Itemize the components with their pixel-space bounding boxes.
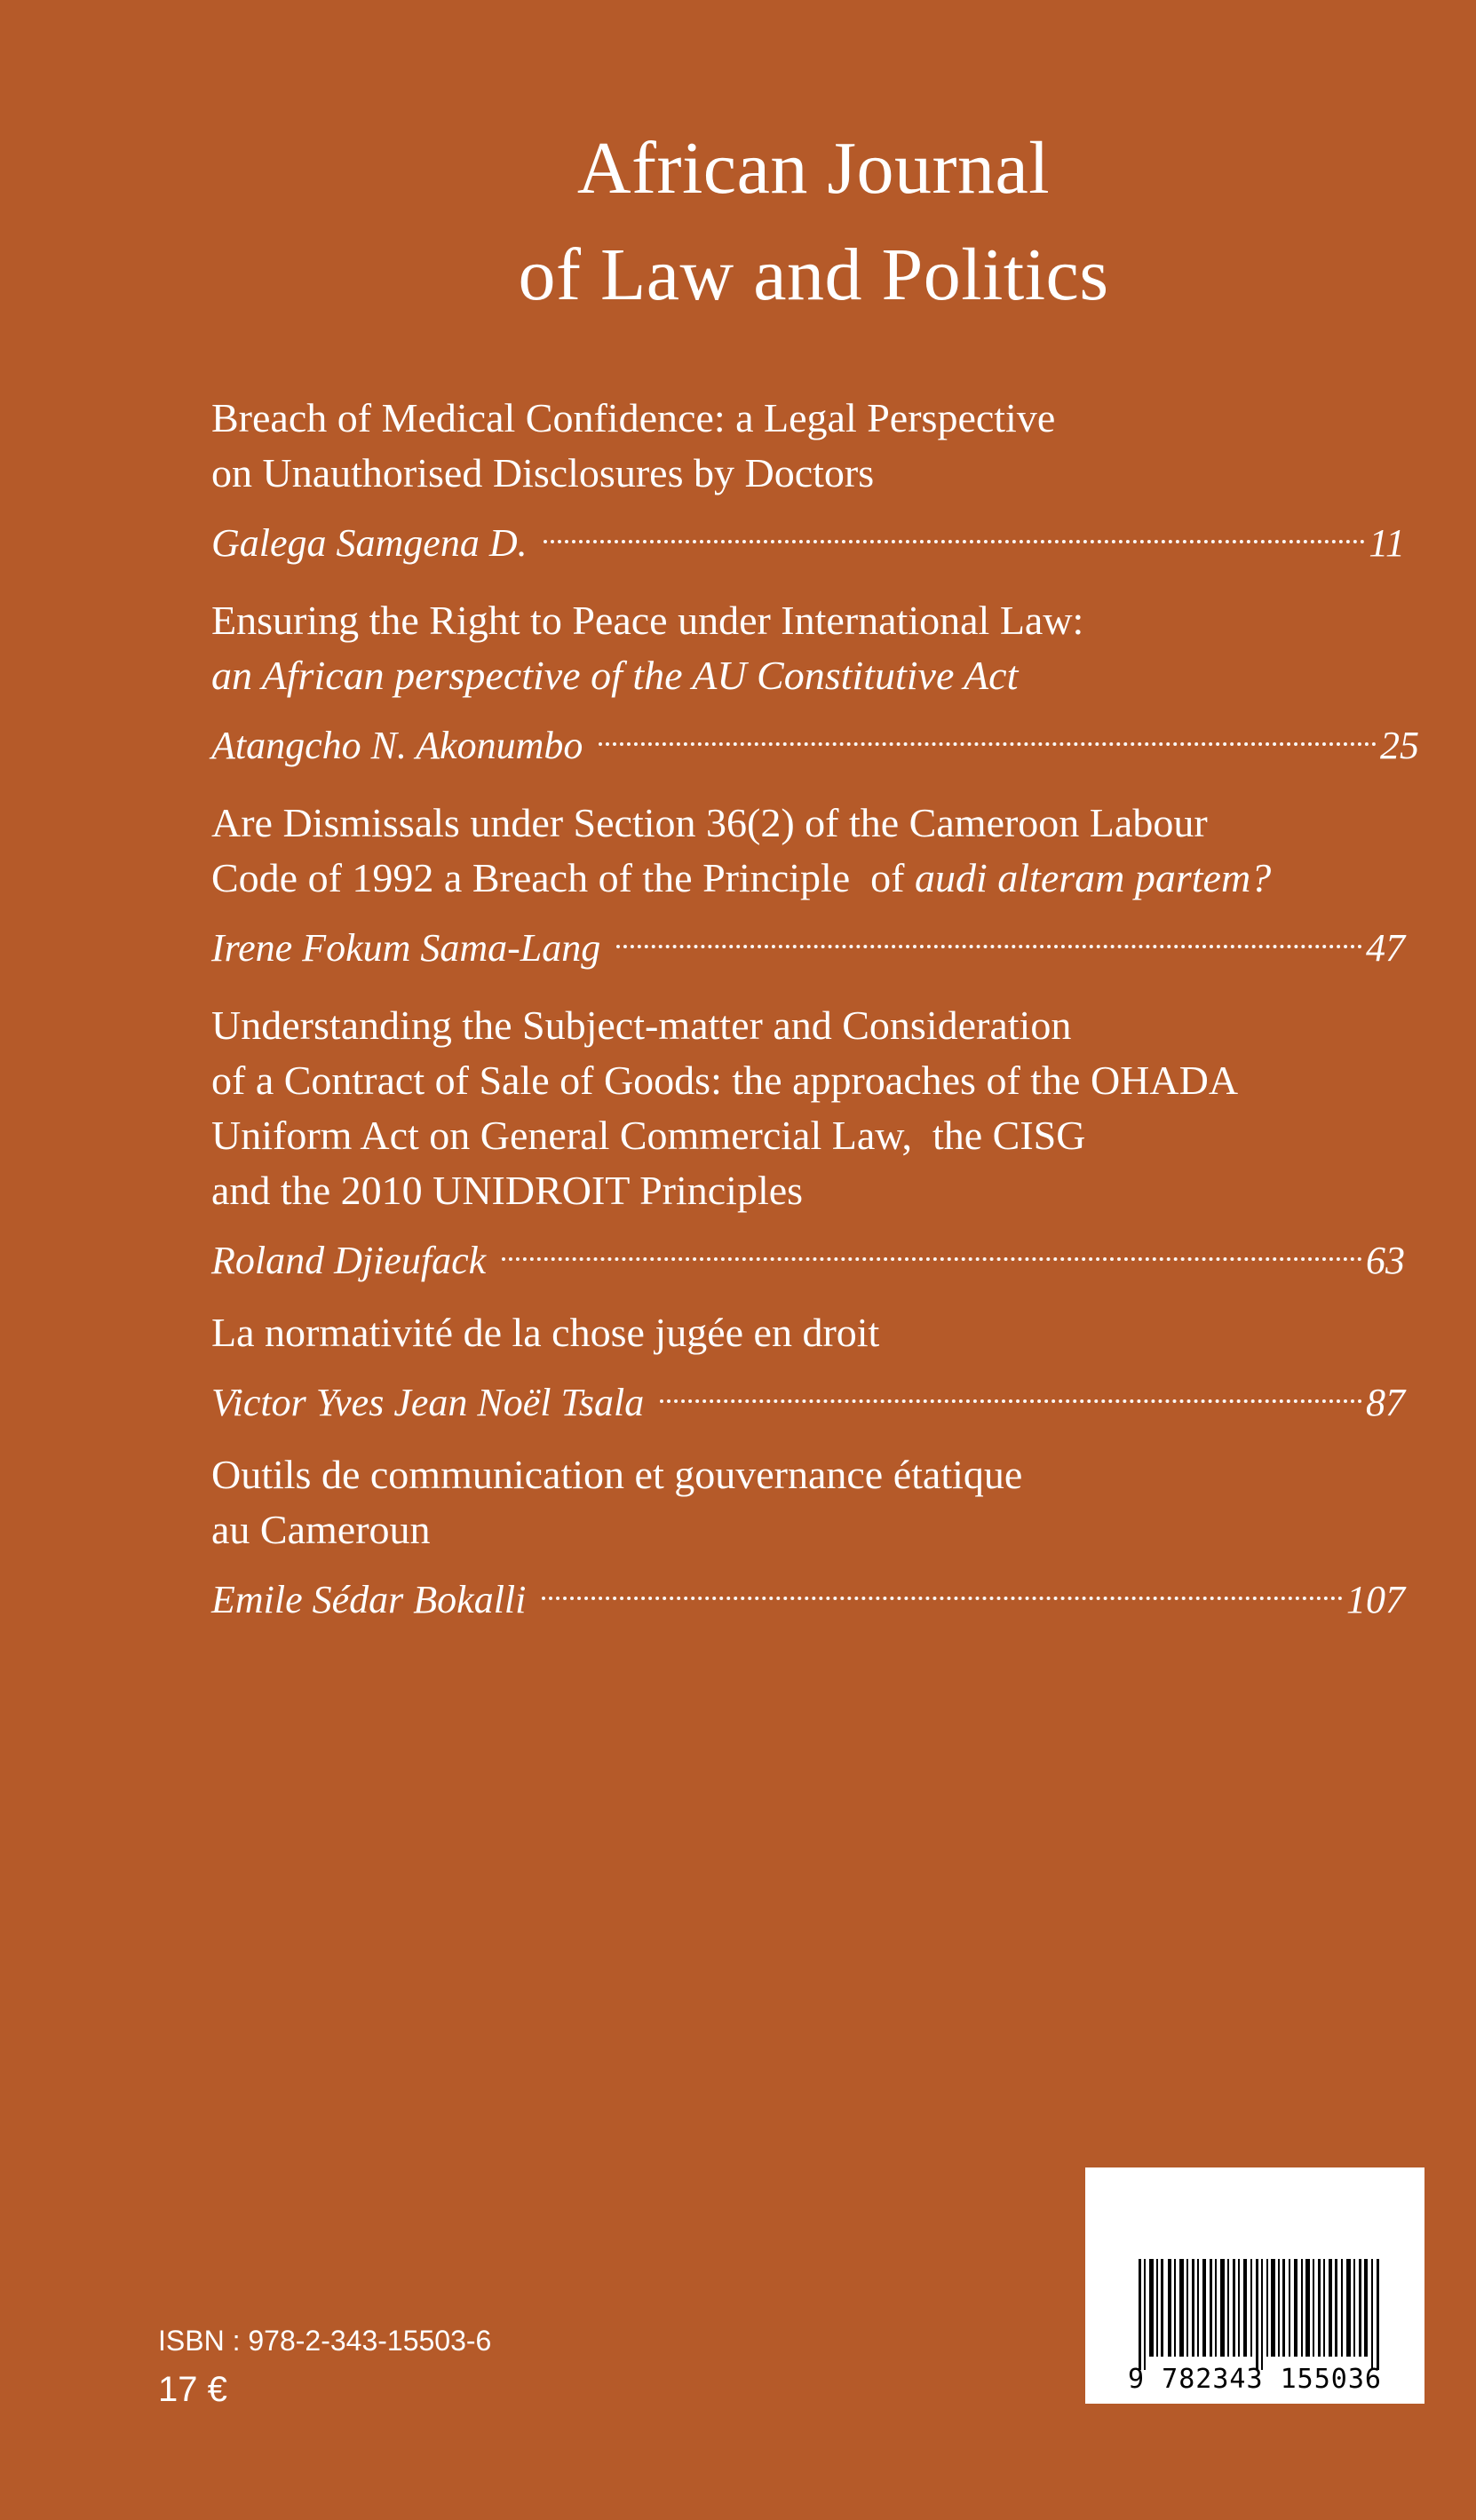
dot-leader [616,906,1362,961]
toc-entry-author-line [211,1557,1405,1628]
toc-entry-author-line [211,501,1405,571]
toc-entry [211,998,1419,1288]
toc-entry-title: Uniform Act on General Commercial Law, the CISG [211,1113,1086,1158]
toc-entry-author: Roland Djieufack [211,1239,487,1282]
toc-entry-page: 63 [1366,1239,1405,1282]
toc-entry-author: Victor Yves Jean Noël Tsala [211,1381,645,1424]
toc-entry [211,391,1419,571]
toc-entry-page: 107 [1346,1578,1405,1621]
toc-entry [211,796,1419,976]
barcode [1085,2167,1424,2404]
toc-entry-title: Ensuring the Right to Peace under International Law: [211,598,1084,643]
journal-title-line-2: of Law and Politics [518,234,1109,316]
barcode-bars [1139,2259,1384,2370]
toc-entry-title: and the 2010 UNIDROIT Principles [211,1168,804,1213]
toc-entry-author-line [211,906,1405,976]
toc-entry-author-line [211,703,1419,773]
toc-entry-title-italic: audi alteram partem? [915,855,1272,900]
toc-entry-title: Are Dismissals under Section 36(2) of the Cameroon Labour [211,800,1208,845]
toc-entry-page: 25 [1380,724,1419,767]
dot-leader [660,1360,1362,1415]
toc-entry-title: of a Contract of Sale of Goods: the approaches of the OHADA [211,1058,1239,1103]
toc-entry-title: Breach of Medical Confidence: a Legal Perspective [211,395,1056,440]
dot-leader [542,1557,1343,1613]
toc-entry-author-line [211,1218,1405,1288]
barcode-digits: 9 782343 155036 [1128,2364,1382,2395]
isbn: ISBN : 978-2-343-15503-6 [158,2325,492,2357]
journal-title [0,115,1476,329]
dot-leader [599,703,1377,758]
toc-entry-page: 47 [1366,926,1405,970]
toc-entry-page: 11 [1369,521,1405,565]
dot-leader [502,1218,1362,1273]
toc-entry-title: Outils de communication et gouvernance étatique [211,1452,1023,1497]
toc-entry-title: au Cameroun [211,1507,431,1552]
price: 17 € [158,2370,227,2409]
dot-leader [544,501,1366,556]
toc-entry [211,593,1419,773]
toc-entry-author: Atangcho N. Akonumbo [211,724,583,767]
toc-entry-subtitle: an African perspective of the AU Constitutive Act [211,653,1019,698]
toc-entry-author-line [211,1360,1405,1430]
toc-entry-title: La normativité de la chose jugée en droit [211,1310,880,1355]
toc-entry-page: 87 [1366,1381,1405,1424]
toc-entry-author: Emile Sédar Bokalli [211,1578,527,1621]
toc-entry-author: Galega Samgena D. [211,521,528,565]
journal-title-line-1: African Journal [576,127,1051,210]
toc-entry [211,1447,1419,1628]
toc-entry-author: Irene Fokum Sama-Lang [211,926,601,970]
toc-entry-title: Understanding the Subject-matter and Consideration [211,1002,1072,1048]
toc-entry-title: on Unauthorised Disclosures by Doctors [211,450,875,495]
toc-entry [211,1305,1419,1430]
toc-entry-title: Code of 1992 a Breach of the Principle of [211,855,915,900]
